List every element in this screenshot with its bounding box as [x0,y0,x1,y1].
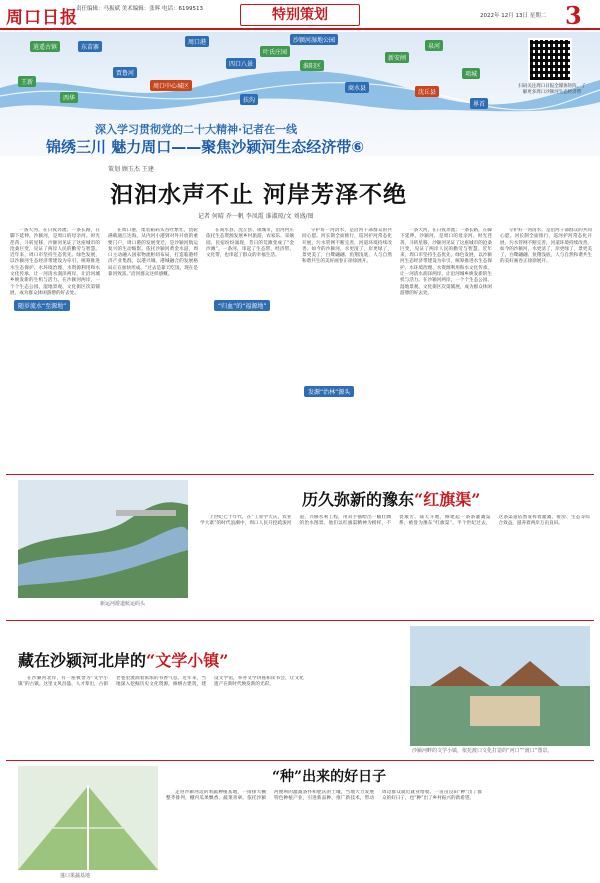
photo-caption: 新运河游道航运码头 [100,601,146,607]
section-tag: 特别策划 [240,4,360,26]
paragraph: 守护好一河清水，是沿河干部群众的共同心愿。河长制全面推行，巡河护河常态化开展，污水管网不断完善，河道环境持续改善。如今的沙颍河，水更清了，岸更绿了，景更美了，白鹭翩翩、鱼翔浅底，人与自然和谐共生的美好画卷正徐徐展开。 [302,228,392,265]
section-divider [6,620,594,621]
page-number: 3 [565,1,582,30]
place-label: 王新 [18,76,36,87]
paragraph: 上世纪七十年代，在“工业学大庆，农业学大寨”的时代浪潮中，周口人民开挖疏浚河道，兴修水利工程，用双手描绘出一幅壮阔的治水图景。他们以红旗渠精神为榜样，不畏艰苦、战天斗地，修建起一条条灌溉渠系，被誉为豫东“红旗渠”。半个世纪过去，这条渠道依然发挥着灌溉、排涝、生态等综合效益，滋养着两岸万亩良田。 [200,515,590,527]
story-photo-river [18,480,188,598]
place-label: 东苗寨 [78,41,102,52]
paragraph: 走进沙颍河边的果蔬种植基地，一排排大棚整齐排列，棚内瓜果飘香、蔬菜青翠。依托沙颍河便利的灌溉条件和肥沃的土壤，当地大力发展特色种植产业，引进新品种、推广新技术，带动周边群众就近就业增收。一亩亩良田“种”出了群众的好日子，也“种”出了乡村振兴的新希望。 [166,790,482,802]
story-text [200,515,590,615]
story-headline-quote: “红旗渠” [414,490,481,509]
story-photo-town [410,626,590,746]
story-headline [18,648,228,671]
masthead [0,0,600,30]
story-headline [302,487,480,510]
paragraph: 在商水县、沈丘县、项城市，沿河村庄依托生态资源发展乡村旅游，农家乐、采摘园、民宿纷纷涌现，昔日的荒滩变成了“金沙滩”。一条河，串起了生态带、经济带、文化带，也串起了群众的幸福生活。 [206,228,294,259]
article-byline: 记者 何晴 乔一帆 李凤霞 谁淑琼/文 刘盛/图 [198,213,314,220]
place-label: 项城 [462,68,480,79]
paragraph: 在沙颍河北岸，有一座被誉为“文学小镇”的古镇。这里文风昌盛、人才辈出，古街老巷里流淌着浓浓的书香气息。近年来，当地深入挖掘历史文化资源，修缮古建筑，建设文学馆，举办文学讲座和读书会，让文化遗产在新时代焕发新的光彩。 [18,676,304,688]
feature-banner [0,32,600,156]
place-label: 叶氏庄园 [260,46,290,57]
paragraph: 守护好一河清水，是沿河干部群众的共同心愿。河长制全面推行，巡河护河常态化开展，污水管网不断完善，河道环境持续改善。如今的沙颍河，水更清了，岸更绿了，景更美了，白鹭翩翩、鱼翔浅底，人与自然和谐共生的美好画卷正徐徐展开。 [500,228,592,265]
story-headline-text: “种”出来的好日子 [272,769,387,785]
section-divider [6,760,594,761]
place-label: 扶沟 [240,94,258,105]
place-label: 周口港 [185,36,209,47]
story-headline [272,766,386,786]
story-headline-quote: “文学小镇” [146,651,229,670]
banner-title: 锦绣三川 魅力周口——聚焦沙颍河生态经济带⑥ [46,138,364,156]
story-headline-text: 藏在沙颍河北岸的 [18,651,147,670]
banner-subtitle: 深入学习贯彻党的二十大精神·记者在一线 [95,123,298,136]
paragraph: 一条大河，在日夜奔流；一条长路，在脚下延伸。沙颍河，是周口的母亲河。时光荏苒，斗转星移，沙颍河见证了这座城市的沧桑巨变，见证了两岸人民的勤劳与智慧。近年来，周口市坚持生态优先、绿色发展，以沙颍河生态经济带建设为牵引，统筹推进水生态保护、水环境治理、水资源利用和水文化传承，让一河清水润泽两岸，让沿河城乡焕发新的生机与活力。在沙颍河两岸，一个个生态公园、湿地景观、文化街区次第铺展，成为群众休闲游憩的好去处。 [400,228,492,296]
article-column-4 [302,228,392,468]
place-label: 商水县 [345,82,369,93]
article-column-5 [400,228,492,468]
story-text [18,676,402,748]
place-label: 新安闸 [385,52,409,63]
place-label: 泉河 [425,40,443,51]
section-divider [6,474,594,475]
article-subhead: 随岁流水“至源地” [14,300,70,311]
place-label: 贾鲁河 [113,67,137,78]
article-subhead: “归血”的“福源地” [214,300,270,311]
story-text [166,790,590,876]
paragraph: 在周口港，集装箱码头吞吐繁忙，货轮满载通江达海。从内河小港到对外开放的重要门户，周口港的发展变迁，是沙颍河航运复兴的生动缩影。依托沙颍河黄金水道，周口主动融入国家物流枢纽布局，打造临港经济产业集群，以港兴城、港城融合的发展格局正在加快形成。“过去是靠天吃饭，现在是靠河致富。”沿河群众这样感慨。 [108,228,198,278]
article-column-6 [500,228,592,468]
photo-caption: 沙颍河畔的文学小镇，依托渡口文化打造的“河口”“渡口”图景。 [412,748,553,754]
place-label: 淮阳区 [300,60,324,71]
story-headline-text: 历久弥新的豫东 [302,490,415,509]
story-photo-greenhouse [18,766,158,870]
place-label: 西华 [60,92,78,103]
article-subhead: 发源“治林”源头 [304,386,354,397]
paragraph: 一条大河，在日夜奔流；一条长路，在脚下延伸。沙颍河，是周口的母亲河。时光荏苒，斗转星移，沙颍河见证了这座城市的沧桑巨变，见证了两岸人民的勤劳与智慧。近年来，周口市坚持生态优先、绿色发展，以沙颍河生态经济带建设为牵引，统筹推进水生态保护、水环境治理、水资源利用和水文化传承，让一河清水润泽两岸，让沿河城乡焕发新的生机与活力。在沙颍河两岸，一个个生态公园、湿地景观、文化街区次第铺展，成为群众休闲游憩的好去处。 [10,228,100,296]
article-column-1 [10,228,100,468]
issue-date: 2022年 12月 13日 星期二 [480,13,547,19]
article-headline: 汩汩水声不止 河岸芳泽不绝 [110,181,408,208]
qr-caption: 扫码关注周口日报全媒体矩阵，了解更多周口沙颍河生态经济带 [518,84,586,95]
masthead-info: 责任编辑：马振斌 美术编辑：张辉 电话：6199513 [76,6,203,12]
place-label: 逍遥古镇 [30,41,60,52]
planning-byline: 策划 顾玉杰 王建 [108,166,154,173]
article-column-2 [108,228,198,468]
place-label: 界首 [470,98,488,109]
place-label: 周口中心城区 [150,80,192,91]
place-label: 沙颍河湿地公园 [290,34,338,45]
article-column-3 [206,228,294,468]
place-label: 四口八景 [226,58,256,69]
qr-code[interactable] [528,38,572,82]
photo-caption: 蓬口果蔬基地 [60,873,91,879]
newspaper-logo: 周口日报 [6,8,78,28]
place-label: 沈丘县 [415,86,439,97]
